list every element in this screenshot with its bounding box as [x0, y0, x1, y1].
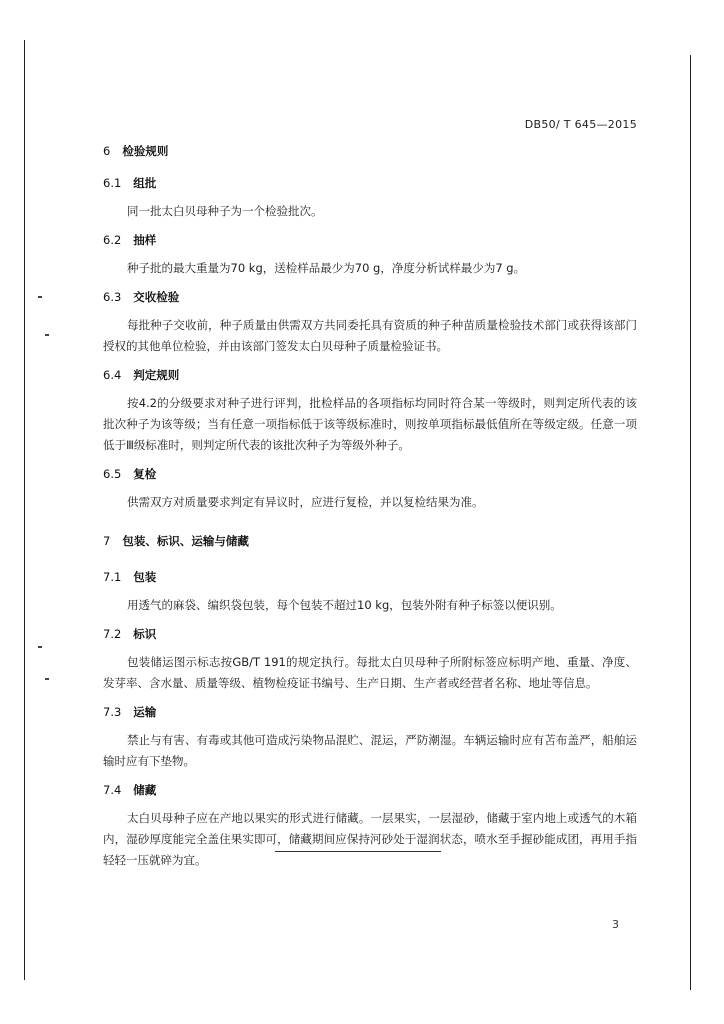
document-number: DB50/ T 645—2015 [524, 118, 637, 131]
margin-mark [38, 296, 42, 298]
subsection-heading-6-1 [103, 175, 637, 191]
subsection-heading-7-3 [103, 704, 637, 720]
section-heading-6 [103, 143, 637, 159]
subsection-heading-6-2 [103, 232, 637, 248]
subsection-heading-7-2 [103, 626, 637, 642]
margin-mark [45, 334, 49, 336]
paragraph-6-5: 供需双方对质量要求判定有异议时，应进行复检，并以复检结果为准。 [127, 495, 484, 509]
paragraph-6-1: 同一批太白贝母种子为一个检验批次。 [127, 204, 323, 218]
subsection-title: 组批 [133, 176, 157, 190]
subsection-number: 7.4 [103, 783, 122, 797]
subsection-heading-6-3 [103, 289, 637, 305]
subsection-number: 6.2 [103, 233, 122, 247]
page-content [103, 143, 637, 871]
subsection-heading-7-1 [103, 569, 637, 585]
binding-line-right [690, 55, 691, 990]
subsection-title: 判定规则 [133, 368, 180, 382]
subsection-title: 标识 [133, 627, 157, 641]
subsection-title: 交收检验 [133, 290, 180, 304]
subsection-number: 6.3 [103, 290, 122, 304]
subsection-heading-6-5 [103, 466, 637, 482]
paragraph-6-2: 种子批的最大重量为70 kg，送检样品最少为70 g，净度分析试样最少为7 g。 [127, 261, 526, 275]
section-number: 6 [103, 144, 111, 158]
paragraph-6-3: 每批种子交收前，种子质量由供需双方共同委托具有资质的种子种苗质量检验技术部门或获得该部门授权的其他单位检验，并由该部门签发太白贝母种子质量检验证书。 [103, 318, 637, 353]
subsection-number: 6.4 [103, 368, 122, 382]
paragraph-7-1: 用透气的麻袋、编织袋包装，每个包装不超过10 kg，包装外附有种子标签以便识别。 [127, 598, 562, 612]
margin-mark [38, 646, 42, 648]
paragraph-7-2: 包装储运图示标志按GB/T 191的规定执行。每批太白贝母种子所附标签应标明产地、重量、净度、发芽率、含水量、质量等级、植物检疫证书编号、生产日期、生产者或经营者名称、地址等信息。 [103, 655, 637, 690]
paragraph-7-3: 禁止与有害、有毒或其他可造成污染物品混贮、混运，严防潮湿。车辆运输时应有苫布盖严，船舶运输时应有下垫物。 [103, 733, 637, 768]
subsection-number: 6.1 [103, 176, 122, 190]
subsection-number: 7.3 [103, 705, 122, 719]
subsection-heading-7-4 [103, 782, 637, 798]
subsection-heading-6-4 [103, 367, 637, 383]
section-heading-7 [103, 533, 637, 549]
section-title: 包装、标识、运输与储藏 [122, 534, 249, 548]
subsection-number: 6.5 [103, 467, 122, 481]
subsection-number: 7.2 [103, 627, 122, 641]
subsection-title: 储藏 [133, 783, 157, 797]
margin-mark [45, 678, 49, 680]
page-number: 3 [612, 918, 619, 931]
section-number: 7 [103, 534, 111, 548]
subsection-title: 抽样 [133, 233, 157, 247]
end-of-standard-rule [275, 851, 441, 852]
subsection-title: 复检 [133, 467, 157, 481]
section-title: 检验规则 [122, 144, 169, 158]
subsection-title: 包装 [133, 570, 157, 584]
paragraph-7-4: 太白贝母种子应在产地以果实的形式进行储藏。一层果实，一层湿砂，储藏于室内地上或透气的木箱内，湿砂厚度能完全盖住果实即可，储藏期间应保持河砂处于湿润状态，喷水至手握砂能成团，再用手指轻轻一压就碎为宜。 [103, 811, 637, 867]
paragraph-6-4: 按4.2的分级要求对种子进行评判，批检样品的各项指标均同时符合某一等级时，则判定所代表的该批次种子为该等级；当有任意一项指标低于该等级标准时，则按单项指标最低值所在等级定级。任意一项低于Ⅲ级标准时，则判定所代表的该批次种子为等级外种子。 [103, 396, 637, 452]
subsection-title: 运输 [133, 705, 157, 719]
binding-line-left [24, 40, 25, 980]
subsection-number: 7.1 [103, 570, 122, 584]
